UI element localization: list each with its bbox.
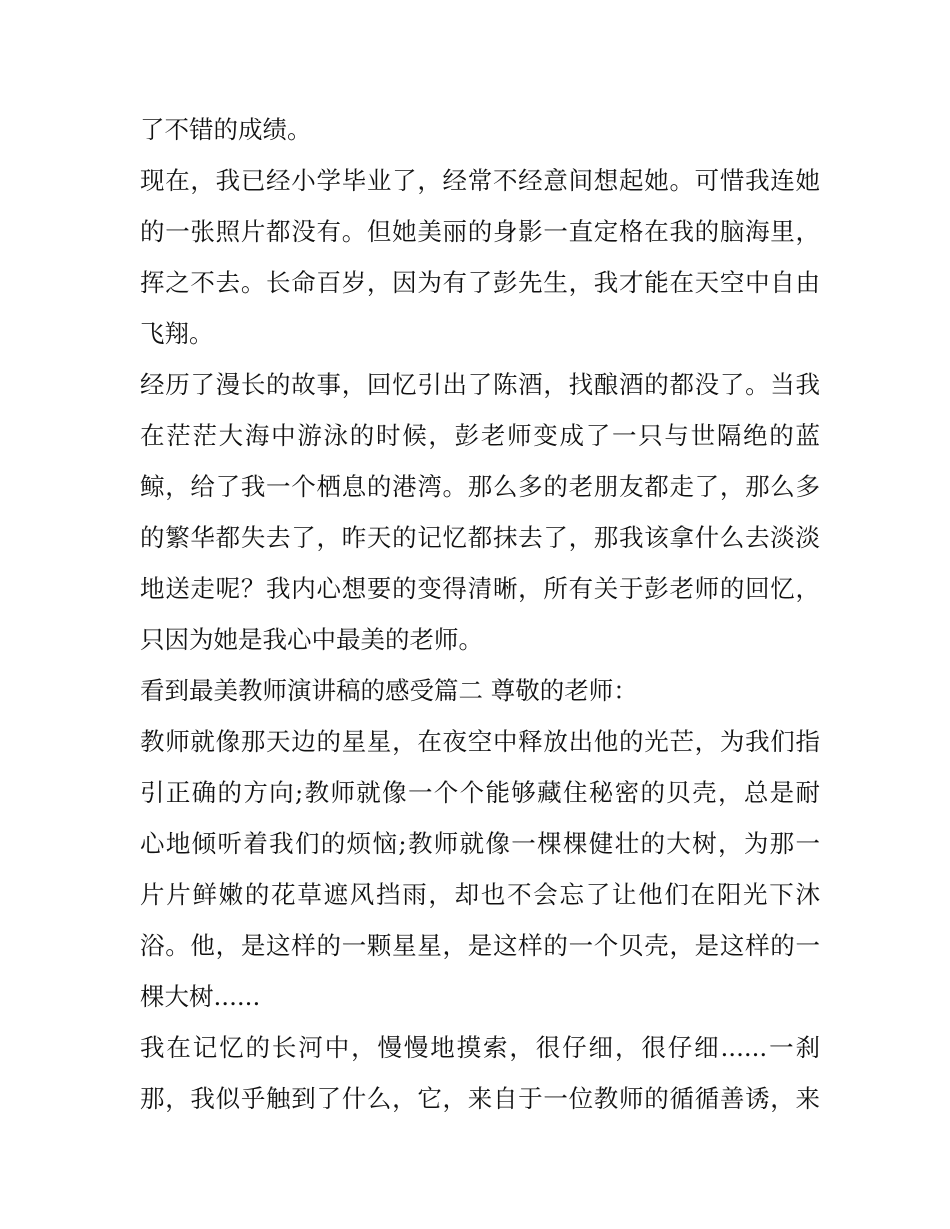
text-line: 飞翔。 [140,319,214,348]
text-line: 只因为她是我心中最美的老师。 [140,625,483,654]
text-line: 挥之不去。长命百岁，因为有了彭先生，我才能在天空中自由 [140,268,820,297]
text-line: 在茫茫大海中游泳的时候，彭老师变成了一只与世隔绝的蓝 [140,421,820,450]
text-line: 那，我似乎触到了什么，它，来自于一位教师的循循善诱，来 [140,1084,820,1113]
text-line: 现在，我已经小学毕业了，经常不经意间想起她。可惜我连她 [140,166,820,195]
text-line: 经历了漫长的故事，回忆引出了陈酒，找酿酒的都没了。当我 [140,370,820,399]
text-line: 地送走呢？我内心想要的变得清晰，所有关于彭老师的回忆， [140,574,820,603]
body-text [140,104,820,1124]
text-line: 鲸，给了我一个栖息的港湾。那么多的老朋友都走了，那么多 [140,472,820,501]
text-line: 教师就像那天边的星星，在夜空中释放出他的光芒，为我们指 [140,727,820,756]
text-line: 的一张照片都没有。但她美丽的身影一直定格在我的脑海里， [140,217,820,246]
text-line: 浴。他，是这样的一颗星星，是这样的一个贝壳，是这样的一 [140,931,820,960]
text-line: 片片鲜嫩的花草遮风挡雨，却也不会忘了让他们在阳光下沐 [140,880,820,909]
text-line: 心地倾听着我们的烦恼;教师就像一棵棵健壮的大树，为那一 [140,829,820,858]
text-line: 了不错的成绩。 [140,115,312,144]
text-line: 我在记忆的长河中，慢慢地摸索，很仔细，很仔细......一刹 [140,1033,820,1062]
section-heading: 看到最美教师演讲稿的感受篇二 尊敬的老师： [140,676,638,705]
text-line: 的繁华都失去了，昨天的记忆都抹去了，那我该拿什么去淡淡 [140,523,820,552]
text-line: 引正确的方向;教师就像一个个能够藏住秘密的贝壳，总是耐 [140,778,820,807]
text-line: 棵大树...... [140,982,261,1011]
